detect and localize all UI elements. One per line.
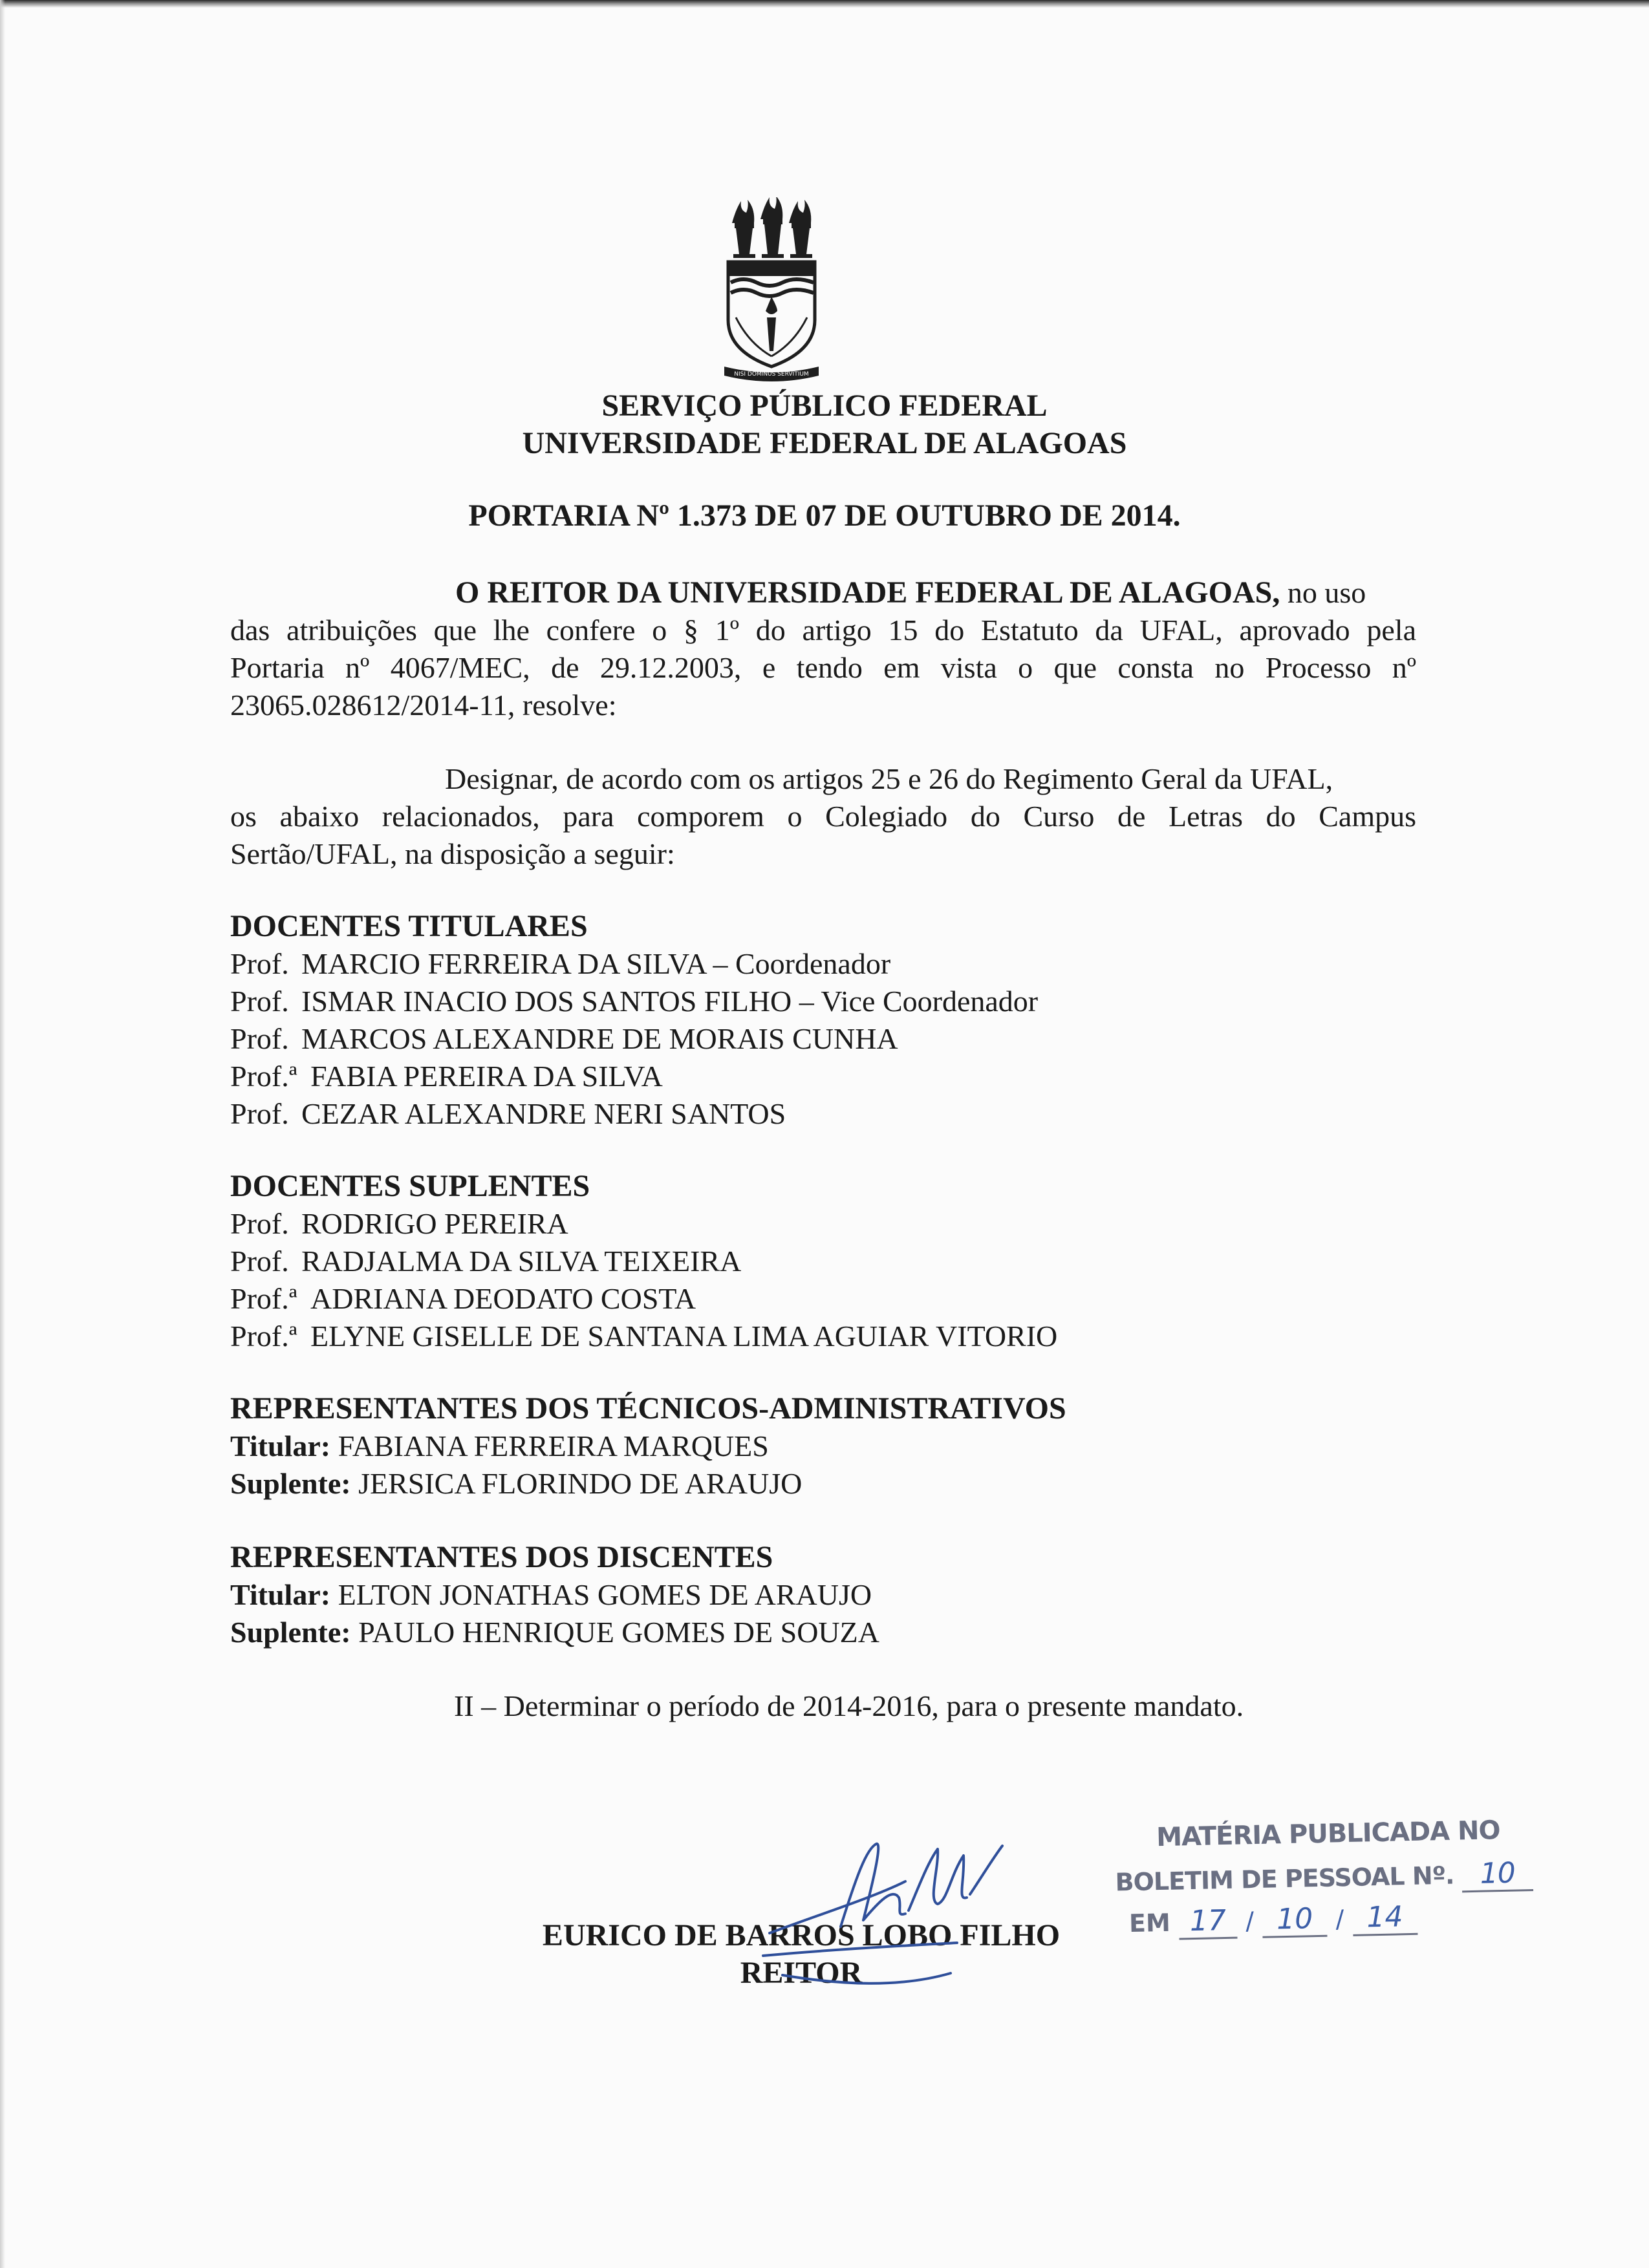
stamp-month: 10	[1262, 1902, 1328, 1938]
signatory-name: EURICO DE BARROS LOBO FILHO	[542, 1918, 1061, 1952]
list-item	[230, 1280, 696, 1318]
tecnicos-heading: REPRESENTANTES DOS TÉCNICOS-ADMINISTRATIVOS	[230, 1391, 1066, 1426]
header-service-line: SERVIÇO PÚBLICO FEDERAL	[601, 389, 1048, 423]
member-name: RODRIGO PEREIRA	[301, 1207, 568, 1240]
stamp-line-3: EM 17 / 10 / 14	[1128, 1900, 1417, 1941]
handwritten-signature	[744, 1836, 1041, 2004]
member-name: ISMAR INACIO DOS SANTOS FILHO – Vice Coordenador	[301, 985, 1039, 1018]
member-title: Prof.	[230, 1207, 289, 1240]
member-name: RADJALMA DA SILVA TEIXEIRA	[301, 1245, 742, 1278]
stamp-line-2	[1115, 1856, 1533, 1900]
docentes-suplentes-heading: DOCENTES SUPLENTES	[230, 1169, 590, 1203]
tecnicos-suplente	[230, 1465, 802, 1503]
stamp-year: 14	[1352, 1900, 1417, 1936]
docentes-titulares-heading: DOCENTES TITULARES	[230, 909, 588, 943]
member-title: Prof.ª	[230, 1282, 297, 1315]
resolution-line-3: Sertão/UFAL, na disposição a seguir:	[230, 837, 675, 870]
resolution-line-1: Designar, de acordo com os artigos 25 e 26 do Regimento Geral da UFAL,	[445, 762, 1333, 795]
signatory-role: REITOR	[740, 1956, 863, 1990]
member-title: Prof.ª	[230, 1320, 297, 1353]
preamble-line-2: das atribuições que lhe confere o § 1º do artigo 15 do Estatuto da UFAL, aprovado pela	[230, 614, 1416, 647]
member-title: Prof.	[230, 1097, 289, 1130]
list-item	[230, 1243, 741, 1280]
list-item	[230, 1020, 898, 1058]
suplente-label: Suplente:	[230, 1467, 351, 1500]
stamp-day: 17	[1178, 1904, 1237, 1940]
resolution-line-2: os abaixo relacionados, para comporem o Colegiado do Curso de Letras do Campus	[230, 800, 1416, 833]
titular-name: ELTON JONATHAS GOMES DE ARAUJO	[338, 1578, 872, 1611]
portaria-title: PORTARIA Nº 1.373 DE 07 DE OUTUBRO DE 2014.	[468, 498, 1181, 533]
list-item	[230, 1095, 786, 1133]
member-title: Prof.	[230, 1022, 289, 1055]
discentes-heading: REPRESENTANTES DOS DISCENTES	[230, 1540, 773, 1574]
titular-label: Titular:	[230, 1429, 331, 1462]
stamp-line-1: MATÉRIA PUBLICADA NO	[1156, 1815, 1500, 1853]
list-item	[230, 1205, 568, 1243]
member-name: ADRIANA DEODATO COSTA	[310, 1282, 696, 1315]
member-name: MARCOS ALEXANDRE DE MORAIS CUNHA	[301, 1022, 898, 1055]
header-university-line: UNIVERSIDADE FEDERAL DE ALAGOAS	[522, 426, 1127, 460]
preamble-rest: no uso	[1287, 576, 1366, 609]
ufal-seal-logo	[723, 197, 820, 386]
list-item	[230, 983, 1038, 1020]
tecnicos-titular	[230, 1428, 769, 1465]
member-name: ELYNE GISELLE DE SANTANA LIMA AGUIAR VITORIO	[310, 1320, 1058, 1353]
seal-motto: NISI DOMINUS SERVITIUM	[734, 371, 809, 378]
titular-name: FABIANA FERREIRA MARQUES	[338, 1429, 769, 1462]
list-item	[230, 1058, 663, 1095]
suplente-name: JERSICA FLORINDO DE ARAUJO	[358, 1467, 803, 1500]
stamp-bulletin-number: 10	[1461, 1856, 1533, 1892]
suplente-name: PAULO HENRIQUE GOMES DE SOUZA	[358, 1616, 879, 1649]
member-name: MARCIO FERREIRA DA SILVA – Coordenador	[301, 947, 891, 980]
member-title: Prof.	[230, 1245, 289, 1278]
member-title: Prof.ª	[230, 1060, 297, 1093]
preamble-bold: O REITOR DA UNIVERSIDADE FEDERAL DE ALAGOAS,	[455, 575, 1280, 610]
member-title: Prof.	[230, 985, 289, 1018]
stamp-date-label: EM	[1128, 1908, 1171, 1938]
mandate-statement: II – Determinar o período de 2014-2016, para o presente mandato.	[454, 1689, 1244, 1722]
list-item	[230, 945, 890, 983]
discentes-suplente	[230, 1614, 879, 1651]
publication-stamp	[1105, 1815, 1516, 1966]
list-item	[230, 1318, 1057, 1355]
titular-label: Titular:	[230, 1578, 331, 1611]
stamp-bulletin-label: BOLETIM DE PESSOAL Nº.	[1115, 1861, 1454, 1897]
member-title: Prof.	[230, 947, 289, 980]
preamble-line-3: Portaria nº 4067/MEC, de 29.12.2003, e tendo em vista o que consta no Processo nº	[230, 651, 1416, 684]
discentes-titular	[230, 1576, 872, 1614]
suplente-label: Suplente:	[230, 1616, 351, 1649]
preamble-line-4: 23065.028612/2014-11, resolve:	[230, 689, 617, 722]
member-name: FABIA PEREIRA DA SILVA	[310, 1060, 663, 1093]
member-name: CEZAR ALEXANDRE NERI SANTOS	[301, 1097, 786, 1130]
preamble-line-1	[455, 574, 1416, 612]
scan-top-edge	[0, 0, 1649, 8]
